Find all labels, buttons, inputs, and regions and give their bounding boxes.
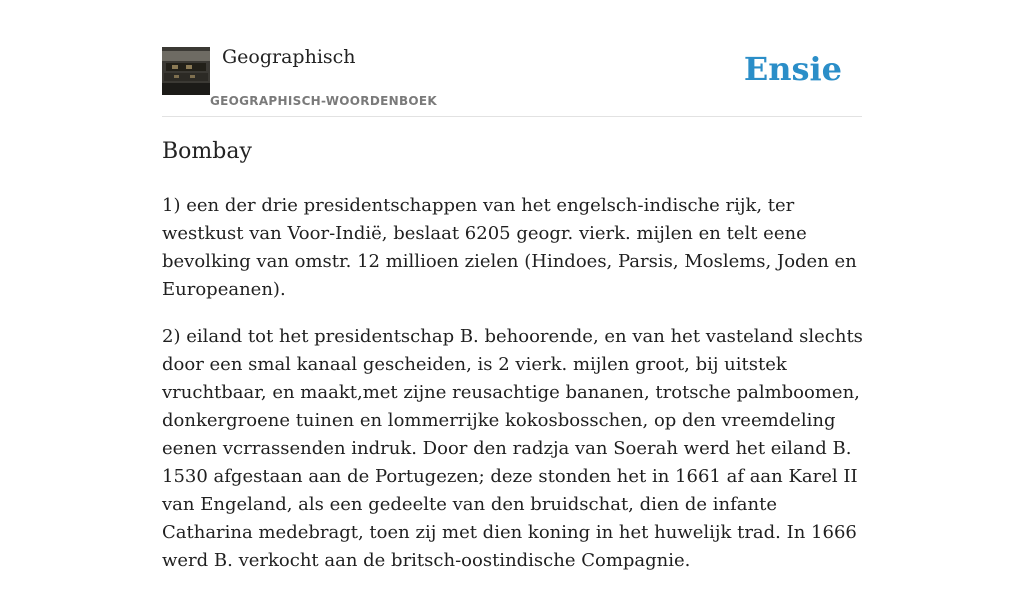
article-body [162,192,866,594]
source-avatar[interactable] [162,47,210,95]
article-title: Bombay [162,139,252,164]
source-name[interactable]: Geographisch [222,46,356,68]
source-subtitle[interactable]: GEOGRAPHISCH-WOORDENBOEK [210,94,437,108]
ensie-logo[interactable]: Ensie [743,50,842,88]
source-header [162,0,862,117]
book-spines-icon [162,47,210,95]
paragraph-2: 2) eiland tot het presidentschap B. behoorende, en van het vasteland slechts door een smal kanaal gescheiden, is 2 vierk. mijlen groot, bij uitstek vruchtbaar, en maakt,met zijne reusachtige bananen, trotsche palmboomen, donkergroene tuinen en lommerrijke kokosbosschen, op den vreemdeling eenen vcrrassenden indruk. Door den radzja van Soerah werd het eiland B. 1530 afgestaan aan de Portugezen; deze stonden het in 1661 af aan Karel II van Engeland, als een gedeelte van den bruidschat, dien de infante Catharina medebragt, toen zij met dien koning in het huwelijk trad. In 1666 werd B. verkocht aan de britsch-oostindische Compagnie. [162,326,863,571]
paragraph-1: 1) een der drie presidentschappen van het engelsch-indische rijk, ter westkust van Voor-Indië, beslaat 6205 geogr. vierk. mijlen en telt eene bevolking van omstr. 12 millioen zielen (Hindoes, Parsis, Moslems, Joden en Europeanen). [162,195,857,300]
page [162,0,863,571]
